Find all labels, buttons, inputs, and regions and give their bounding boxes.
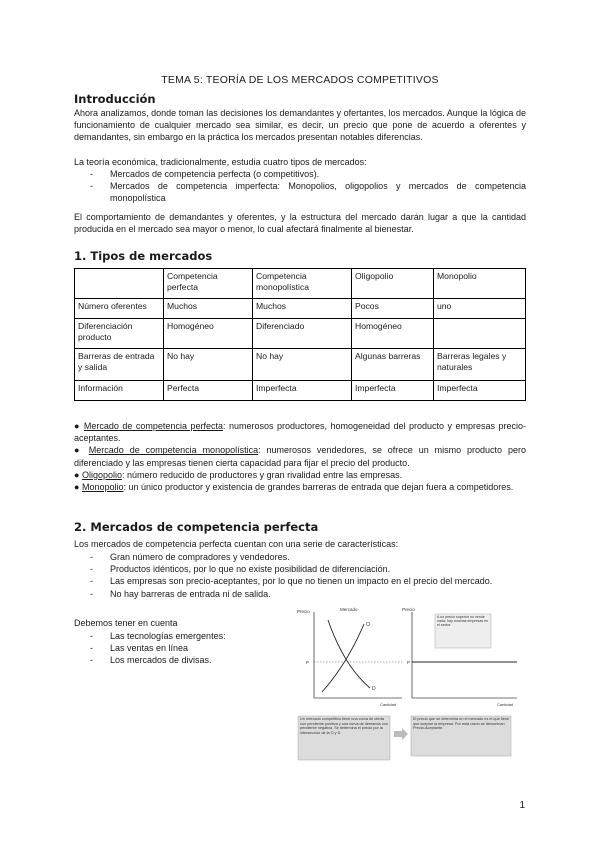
intro-paragraph-1: Ahora analizamos, donde toman las decisiones los demandantes y ofertantes, los mercados. Aunque la lógica de funcionamiento de cualquier mercado sea similar, es decir, un precio que pone de acuerdo a oferentes y demandantes, sin embargo en la práctica los mercados presentan notables diferencias. [74, 108, 526, 143]
definition-text: : un único productor y existencia de grandes barreras de entrada que dejan fuera a competidores. [123, 482, 514, 493]
list-item: - Gran número de compradores y vendedores. [74, 551, 526, 563]
intro-list [74, 168, 526, 205]
table-cell: Imperfecta [434, 381, 526, 401]
section-2-list-2 [74, 630, 284, 667]
definition-item [74, 444, 526, 468]
table-row [75, 299, 526, 319]
definition-term: Oligopolio [81, 469, 122, 480]
table-cell: Monopolio [434, 269, 526, 299]
page-title: TEMA 5: TEORÍA DE LOS MERCADOS COMPETITIVOS [161, 74, 439, 86]
right-caption-text: El precio que se determina en el mercado es el que tiene que aceptar la empresa. Por esta razón se denominan Precio-Aceptante. [413, 717, 510, 731]
price-label: P [306, 660, 310, 665]
bullet-glyph: ● [74, 421, 81, 431]
list-item: - Las tecnologías emergentes: [74, 630, 284, 642]
arrow-icon [394, 728, 408, 740]
supply-curve [322, 624, 364, 692]
table-cell: Algunas barreras [352, 349, 434, 381]
list-item: - Las empresas son precio-aceptantes, por lo que no tienen un impacto en el precio del mercado. [74, 575, 526, 587]
intro-paragraph-3: El comportamiento de demandantes y oferentes, y la estructura del mercado darán lugar a que la cantidad producida en el mercado sea mayor o menor, lo cual afectará finalmente al bienestar. [74, 212, 526, 235]
table-cell: No hay [253, 349, 352, 381]
bullet-glyph: ● [74, 482, 80, 493]
right-x-label: Cantidad [497, 702, 514, 707]
left-caption-wrap [300, 717, 389, 759]
table-cell: Perfecta [164, 381, 253, 401]
section-1-heading: 1. Tipos de mercados [74, 249, 213, 263]
definition-text: : numerosos vendedores, se ofrece un mismo producto pero diferenciado y las empresas tienen cierta capacidad para fijar el precio del producto. [74, 445, 526, 468]
table-cell: Homogéneo [164, 319, 253, 349]
left-x-label: Cantidad [380, 702, 397, 707]
bullet-glyph: ● [74, 445, 83, 456]
list-item: - Las ventas en línea [74, 642, 284, 654]
section-2-list [74, 551, 526, 600]
section-2-paragraph-2: Debemos tener en cuenta [74, 618, 178, 628]
page-number: 1 [519, 800, 525, 811]
table-cell: Competencia monopolística [253, 269, 352, 299]
definition-text: : numerosos productores, homogeneidad del producto y empresas precio-aceptantes. [74, 421, 526, 444]
table-cell: Pocos [352, 299, 434, 319]
table-cell: Barreras legales y naturales [434, 349, 526, 381]
definitions-list [74, 420, 526, 493]
table-cell: Información [75, 381, 164, 401]
table-cell [434, 319, 526, 349]
list-item: - Productos idénticos, por lo que no existe posibilidad de diferenciación. [74, 563, 526, 575]
table-header-row [75, 269, 526, 299]
section-2-heading: 2. Mercados de competencia perfecta [74, 520, 319, 534]
table-cell: Imperfecta [352, 381, 434, 401]
demand-label: D [372, 686, 376, 692]
table-cell: Homogéneo [352, 319, 434, 349]
right-note-box-text-wrap [437, 615, 490, 647]
list-item: - Mercados de competencia perfecta (o competitivos). [74, 168, 526, 180]
list-item: - Los mercados de divisas. [74, 654, 284, 666]
right-note-box-text: A un precio superior no vende nada; hay muchas empresas en el sector [437, 615, 489, 628]
intro-heading: Introducción [74, 92, 156, 106]
left-caption-text: Un mercado competitivo tiene una curva de oferta con pendiente positiva y una curva de demanda con pendiente negativa. Se determina el precio por la intersección de la O y D. [300, 717, 388, 735]
table-cell: Oligopolio [352, 269, 434, 299]
table-cell: Número oferentes [75, 299, 164, 319]
right-y-label: Precio [402, 607, 415, 612]
left-y-label: Precio [297, 609, 310, 614]
table-row [75, 319, 526, 349]
supply-label: O [366, 622, 370, 628]
list-item: - Mercados de competencia imperfecta: Monopolios, oligopolios y mercados de competencia monopolística [74, 180, 526, 204]
market-figure [292, 604, 522, 766]
table-cell: No hay [164, 349, 253, 381]
table-cell: Competencia perfecta [164, 269, 253, 299]
table-row [75, 381, 526, 401]
definition-item [74, 420, 526, 444]
table-cell [75, 269, 164, 299]
definition-text: : número reducido de productores y gran rivalidad entre las empresas. [121, 469, 403, 480]
left-panel-title: Mercado [340, 607, 358, 612]
right-price-label: P [407, 660, 411, 665]
table-cell: Imperfecta [253, 381, 352, 401]
table-cell: Muchos [164, 299, 253, 319]
definition-term: Mercado de competencia perfecta [83, 421, 223, 431]
table-cell: Barreras de entrada y salida [75, 349, 164, 381]
bullet-glyph: ● [74, 469, 80, 480]
table-row [75, 349, 526, 381]
definition-term: Monopolio [81, 482, 124, 493]
table-cell: Diferenciado [253, 319, 352, 349]
right-caption-wrap [413, 717, 510, 755]
table-cell: uno [434, 299, 526, 319]
definition-term: Mercado de competencia monopolística [88, 445, 259, 456]
market-types-table [74, 268, 526, 401]
section-2-paragraph-1: Los mercados de competencia perfecta cuentan con una serie de características: [74, 539, 399, 549]
table-cell: Muchos [253, 299, 352, 319]
definition-item [74, 469, 526, 481]
intro-paragraph-2: La teoría económica, tradicionalmente, estudia cuatro tipos de mercados: [74, 157, 367, 167]
definition-item [74, 481, 526, 493]
table-cell: Diferenciación producto [75, 319, 164, 349]
list-item: - No hay barreras de entrada ni de salida. [74, 588, 320, 600]
